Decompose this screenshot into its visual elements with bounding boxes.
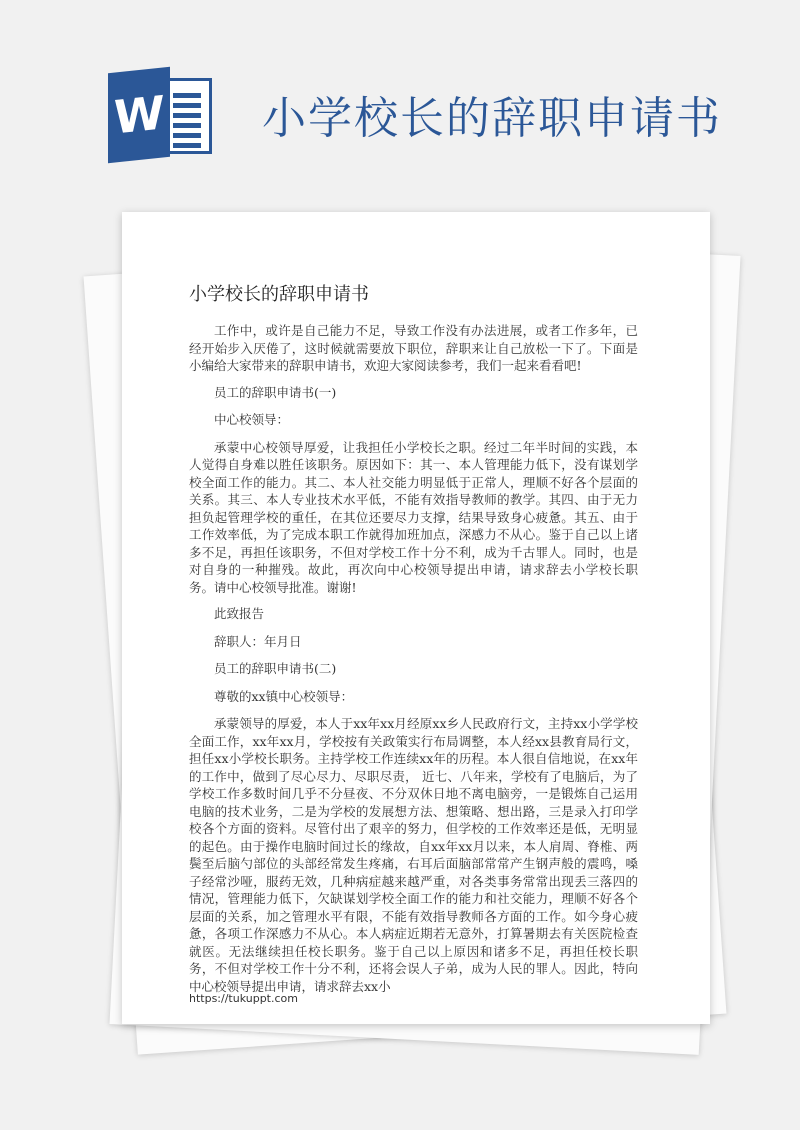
section-heading-2: 员工的辞职申请书(二)	[214, 661, 337, 676]
closing-line: 此致报告	[214, 606, 265, 621]
footer-url: https://tukuppt.com	[189, 992, 298, 1005]
document-body	[189, 322, 638, 1004]
signature-line: 辞职人：年月日	[214, 633, 302, 649]
word-logo-badge: W	[108, 67, 170, 164]
document-page	[122, 212, 710, 1024]
salutation-1: 中心校领导：	[214, 412, 290, 427]
salutation-2: 尊敬的xx镇中心校领导：	[214, 688, 354, 704]
document-title: 小学校长的辞职申请书	[189, 284, 369, 305]
paragraph-intro: 工作中，或许是自己能力不足，导致工作没有办法进展，或者工作多年，已经开始步入厌倦了，这时候就需要放下职位，辞职来让自己放松一下了。下面是小编给大家带来的辞职申请书，欢迎大家阅读参考，我们一起来看看吧!	[189, 323, 638, 373]
header-title: 小学校长的辞职申请书	[262, 93, 722, 144]
section-heading-1: 员工的辞职申请书(一)	[214, 384, 337, 400]
paragraph-body-2: 承蒙领导的厚爱，本人于xx年xx月经原xx乡人民政府行文，主持xx小学学校全面工作，xx年xx月，学校按有关政策实行布局调整，本人经xx县教育局行文，担任xx小学校长职务。主持学校工作连续xx年的历程。本人很自信地说，在xx年的工作中，做到了尽心尽力、尽职尽责， 近七、八年来，学校有了电脑后，为了学校工作多数时间几乎不分昼夜、不分双休日地不离电脑旁，一是锻炼自己运用电脑的技术业务，二是为学校的发展想方法、想策略、想出路，三是录入打印学校各个方面的资料。尽管付出了艰辛的努力，但学校的工作效率还是低，无明显的起色。由于操作电脑时间过长的缘故，自xx年xx月以来，本人肩周、脊椎、两鬓至后脑勺部位的头部经常发生疼痛，右耳后面脑部常常产生钢声般的震鸣，嗓子经常沙哑，服药无效，几种病症越来越严重，对各类事务常常出现丢三落四的情况，管理能力低下，欠缺谋划学校全面工作的能力和社交能力，理顺不好各个层面的关系，加之管理水平有限，不能有效指导教师各方面的工作。如今身心疲惫，各项工作深感力不从心。本人病症近期若无意外，打算暑期去有关医院检查就医。无法继续担任校长职务。鉴于自己以上原因和诸多不足，再担任校长职务，不但对学校工作十分不利，还将会误人子弟，成为人民的罪人。因此，特向中心校领导提出申请，请求辞去xx小	[189, 716, 638, 994]
paragraph-body-1: 承蒙中心校领导厚爱，让我担任小学校长之职。经过二年半时间的实践，本人觉得自身难以胜任该职务。原因如下：其一、本人管理能力低下，没有谋划学校全面工作的能力。其二、本人社交能力明显低于正常人，理顺不好各个层面的关系。其三、本人专业技术水平低，不能有效指导教师的教学。其四、由于无力担负起管理学校的重任，在其位还要尽力支撑，结果导致身心疲惫。其五、由于工作效率低，为了完成本职工作就得加班加点，深感力不从心。鉴于自己以上诸多不足，再担任该职务，不但对学校工作十分不利，成为千古罪人。同时，也是对自身的一种摧残。故此，再次向中心校领导提出申请，请求辞去小学校长职务。请中心校领导批准。谢谢!	[189, 439, 638, 595]
word-icon	[108, 70, 214, 160]
